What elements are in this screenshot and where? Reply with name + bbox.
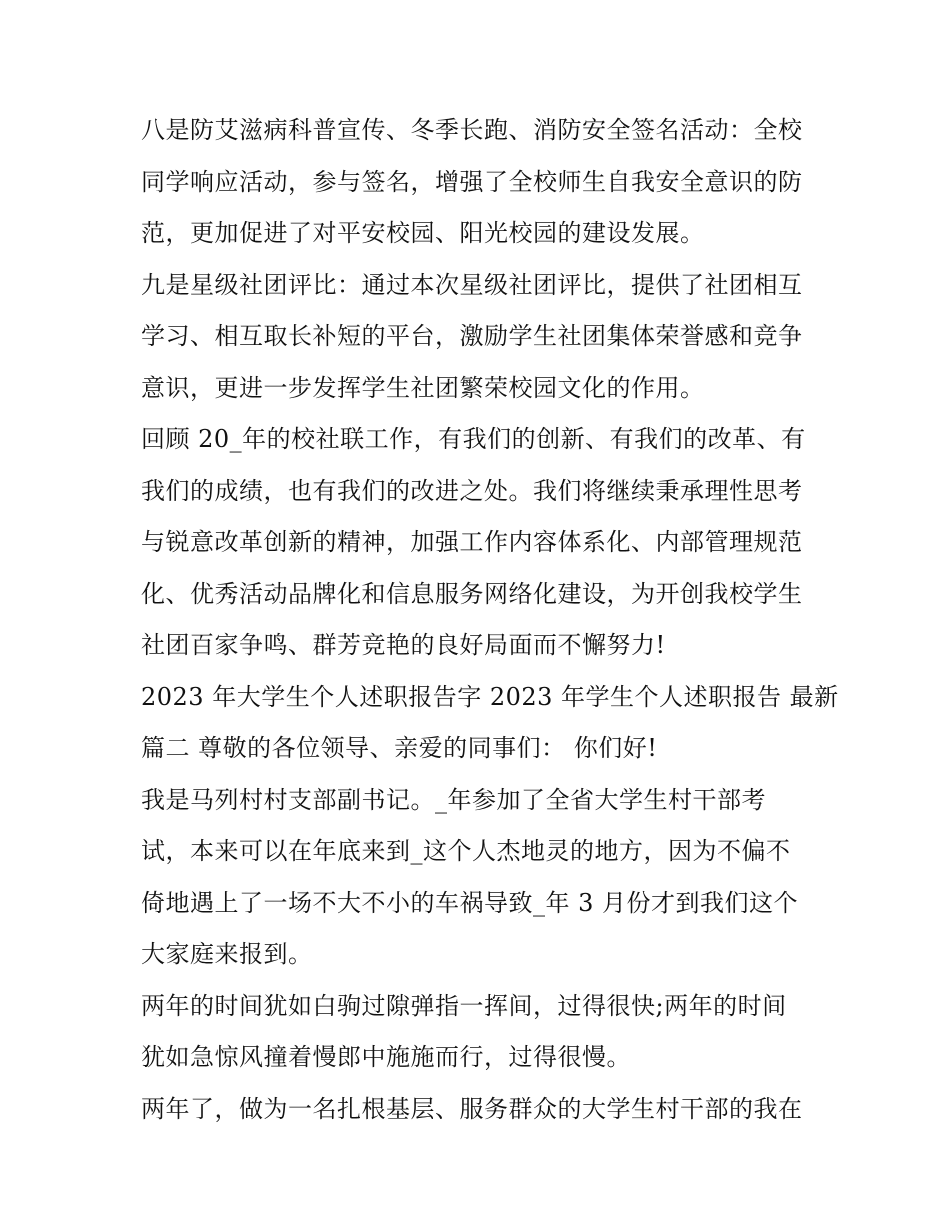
text-line: 同学响应活动，参与签名，增强了全校师生自我安全意识的防 <box>141 167 803 196</box>
text-line: 大家庭来报到。 <box>141 940 313 968</box>
text-line: 八是防艾滋病科普宣传、冬季长跑、消防安全签名活动：全校 <box>141 116 803 144</box>
text-line: 试，本来可以在年底来到_这个人杰地灵的地方，因为不偏不 <box>141 837 791 865</box>
text-line: 两年的时间犹如白驹过隙弹指一挥间，过得很快;两年的时间 <box>141 991 787 1020</box>
text-line: 两年了，做为一名扎根基层、服务群众的大学生村干部的我在 <box>141 1094 803 1123</box>
text-line: 九是星级社团评比：通过本次星级社团评比，提供了社团相互 <box>141 270 803 299</box>
text-line: 社团百家争鸣、群芳竞艳的良好局面而不懈努力! <box>141 631 666 659</box>
text-line: 意识，更进一步发挥学生社团繁荣校园文化的作用。 <box>141 373 705 402</box>
text-line: 回顾 20_年的校社联工作，有我们的创新、有我们的改革、有 <box>141 425 806 453</box>
text-line: 篇二 尊敬的各位领导、亲爱的同事们： 你们好! <box>141 734 658 762</box>
text-line: 我是马列村村支部副书记。_年参加了全省大学生村干部考 <box>141 785 766 814</box>
text-line: 化、优秀活动品牌化和信息服务网络化建设，为开创我校学生 <box>141 579 803 608</box>
text-line: 倚地遇上了一场不大不小的车祸导致_年 3 月份才到我们这个 <box>141 888 799 917</box>
text-line: 范，更加促进了对平安校园、阳光校园的建设发展。 <box>141 219 705 247</box>
text-line: 与锐意改革创新的精神，加强工作内容体系化、内部管理规范 <box>141 528 803 556</box>
text-line: 学习、相互取长补短的平台，激励学生社团集体荣誉感和竞争 <box>141 322 803 350</box>
text-line: 我们的成绩，也有我们的改进之处。我们将继续秉承理性思考 <box>141 476 803 505</box>
text-line: 犹如急惊风撞着慢郎中施施而行，过得很慢。 <box>141 1043 631 1071</box>
text-line: 2023 年大学生个人述职报告字 2023 年学生个人述职报告 最新 <box>141 682 839 711</box>
document-body <box>141 105 839 1135</box>
